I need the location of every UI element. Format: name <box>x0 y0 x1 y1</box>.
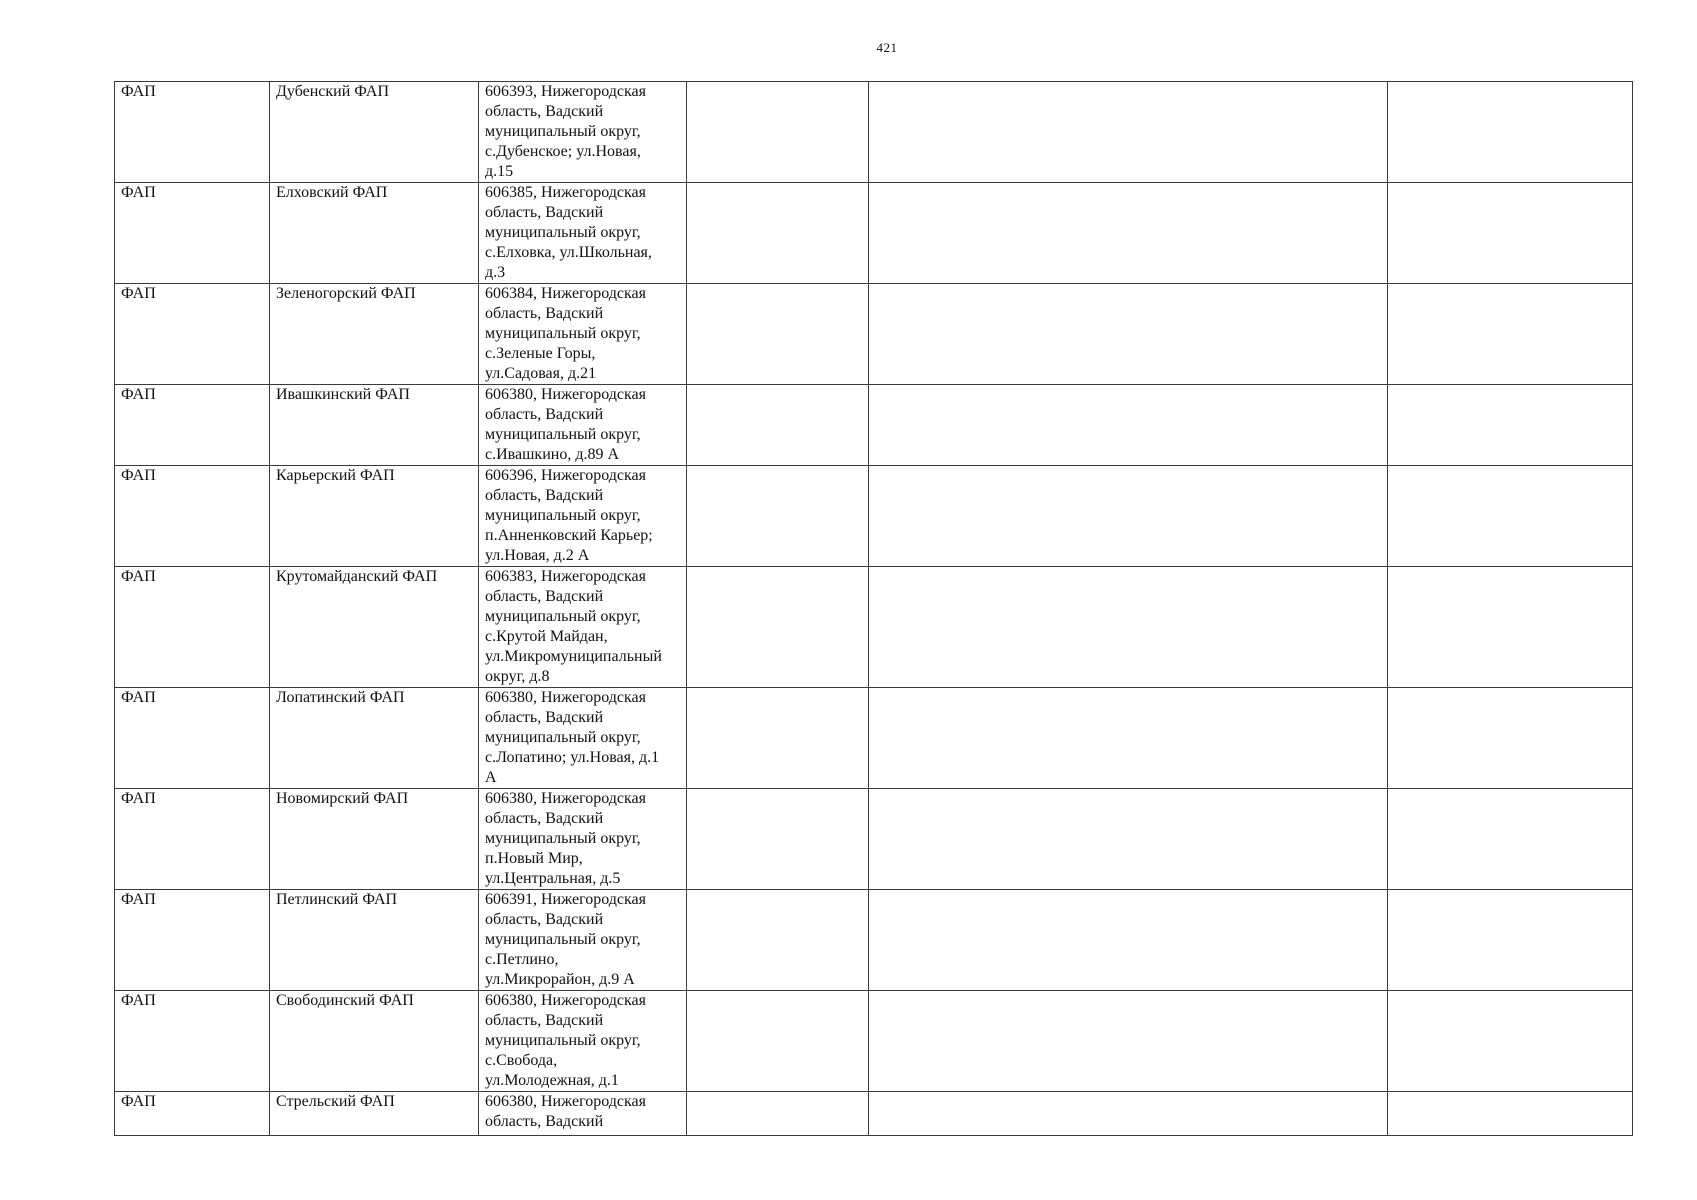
empty-cell <box>869 284 1388 385</box>
facility-address-cell: 606391, Нижегородская область, Вадский муниципальный округ, с.Петлино, ул.Микрорайон, д.9 А <box>479 890 687 991</box>
empty-cell <box>1388 890 1633 991</box>
facility-type-cell: ФАП <box>115 284 270 385</box>
facility-type-cell: ФАП <box>115 183 270 284</box>
empty-cell <box>869 567 1388 688</box>
facility-type-cell: ФАП <box>115 1092 270 1136</box>
facility-type-cell: ФАП <box>115 466 270 567</box>
table-row <box>115 567 1633 688</box>
facility-address-cell: 606380, Нижегородская область, Вадский муниципальный округ, с.Лопатино; ул.Новая, д.1 А <box>479 688 687 789</box>
page-number: 421 <box>876 40 898 55</box>
empty-cell <box>687 890 869 991</box>
empty-cell <box>869 183 1388 284</box>
facility-address-cell: 606396, Нижегородская область, Вадский муниципальный округ, п.Анненковский Карьер; ул.Новая, д.2 А <box>479 466 687 567</box>
empty-cell <box>869 991 1388 1092</box>
facility-address-cell: 606393, Нижегородская область, Вадский муниципальный округ, с.Дубенское; ул.Новая, д.15 <box>479 82 687 183</box>
empty-cell <box>1388 789 1633 890</box>
empty-cell <box>1388 183 1633 284</box>
facility-name-cell: Новомирский ФАП <box>270 789 479 890</box>
empty-cell <box>869 385 1388 466</box>
facility-type-cell: ФАП <box>115 385 270 466</box>
table-row <box>115 688 1633 789</box>
table-row <box>115 466 1633 567</box>
empty-cell <box>687 688 869 789</box>
facility-address-cell: 606383, Нижегородская область, Вадский муниципальный округ, с.Крутой Майдан, ул.Микромуниципальный округ, д.8 <box>479 567 687 688</box>
facility-address-cell: 606385, Нижегородская область, Вадский муниципальный округ, с.Елховка, ул.Школьная, д.3 <box>479 183 687 284</box>
facility-address-cell: 606384, Нижегородская область, Вадский муниципальный округ, с.Зеленые Горы, ул.Садовая, д.21 <box>479 284 687 385</box>
facility-type-cell: ФАП <box>115 567 270 688</box>
facility-address-cell: 606380, Нижегородская область, Вадский муниципальный округ, с.Свобода, ул.Молодежная, д.1 <box>479 991 687 1092</box>
facility-type-cell: ФАП <box>115 991 270 1092</box>
facility-name-cell: Петлинский ФАП <box>270 890 479 991</box>
facilities-table <box>114 81 1633 1136</box>
empty-cell <box>869 82 1388 183</box>
empty-cell <box>687 789 869 890</box>
empty-cell <box>1388 567 1633 688</box>
table-row <box>115 82 1633 183</box>
facility-name-cell: Лопатинский ФАП <box>270 688 479 789</box>
facility-name-cell: Дубенский ФАП <box>270 82 479 183</box>
facility-name-cell: Елховский ФАП <box>270 183 479 284</box>
empty-cell <box>687 183 869 284</box>
empty-cell <box>687 284 869 385</box>
empty-cell <box>687 1092 869 1136</box>
facility-address-cell: 606380, Нижегородская область, Вадский муниципальный округ, п.Новый Мир, ул.Центральная, д.5 <box>479 789 687 890</box>
empty-cell <box>869 789 1388 890</box>
empty-cell <box>687 466 869 567</box>
table-row <box>115 385 1633 466</box>
empty-cell <box>869 890 1388 991</box>
table-row <box>115 284 1633 385</box>
empty-cell <box>1388 466 1633 567</box>
empty-cell <box>1388 991 1633 1092</box>
empty-cell <box>1388 688 1633 789</box>
empty-cell <box>687 567 869 688</box>
empty-cell <box>1388 284 1633 385</box>
empty-cell <box>1388 82 1633 183</box>
empty-cell <box>1388 385 1633 466</box>
facility-name-cell: Свободинский ФАП <box>270 991 479 1092</box>
empty-cell <box>869 688 1388 789</box>
facility-type-cell: ФАП <box>115 890 270 991</box>
facility-name-cell: Стрельский ФАП <box>270 1092 479 1136</box>
empty-cell <box>687 82 869 183</box>
empty-cell <box>687 385 869 466</box>
facility-type-cell: ФАП <box>115 789 270 890</box>
facility-type-cell: ФАП <box>115 688 270 789</box>
table-row <box>115 890 1633 991</box>
facility-address-cell: 606380, Нижегородская область, Вадский муниципальный округ, с.Ивашкино, д.89 А <box>479 385 687 466</box>
table-row <box>115 1092 1633 1136</box>
facility-name-cell: Зеленогорский ФАП <box>270 284 479 385</box>
table-row <box>115 789 1633 890</box>
table-row <box>115 183 1633 284</box>
table-row <box>115 991 1633 1092</box>
empty-cell <box>869 1092 1388 1136</box>
empty-cell <box>687 991 869 1092</box>
empty-cell <box>869 466 1388 567</box>
facility-type-cell: ФАП <box>115 82 270 183</box>
facility-name-cell: Ивашкинский ФАП <box>270 385 479 466</box>
facility-name-cell: Карьерский ФАП <box>270 466 479 567</box>
facility-name-cell: Крутомайданский ФАП <box>270 567 479 688</box>
empty-cell <box>1388 1092 1633 1136</box>
facility-address-cell: 606380, Нижегородская область, Вадский <box>479 1092 687 1136</box>
